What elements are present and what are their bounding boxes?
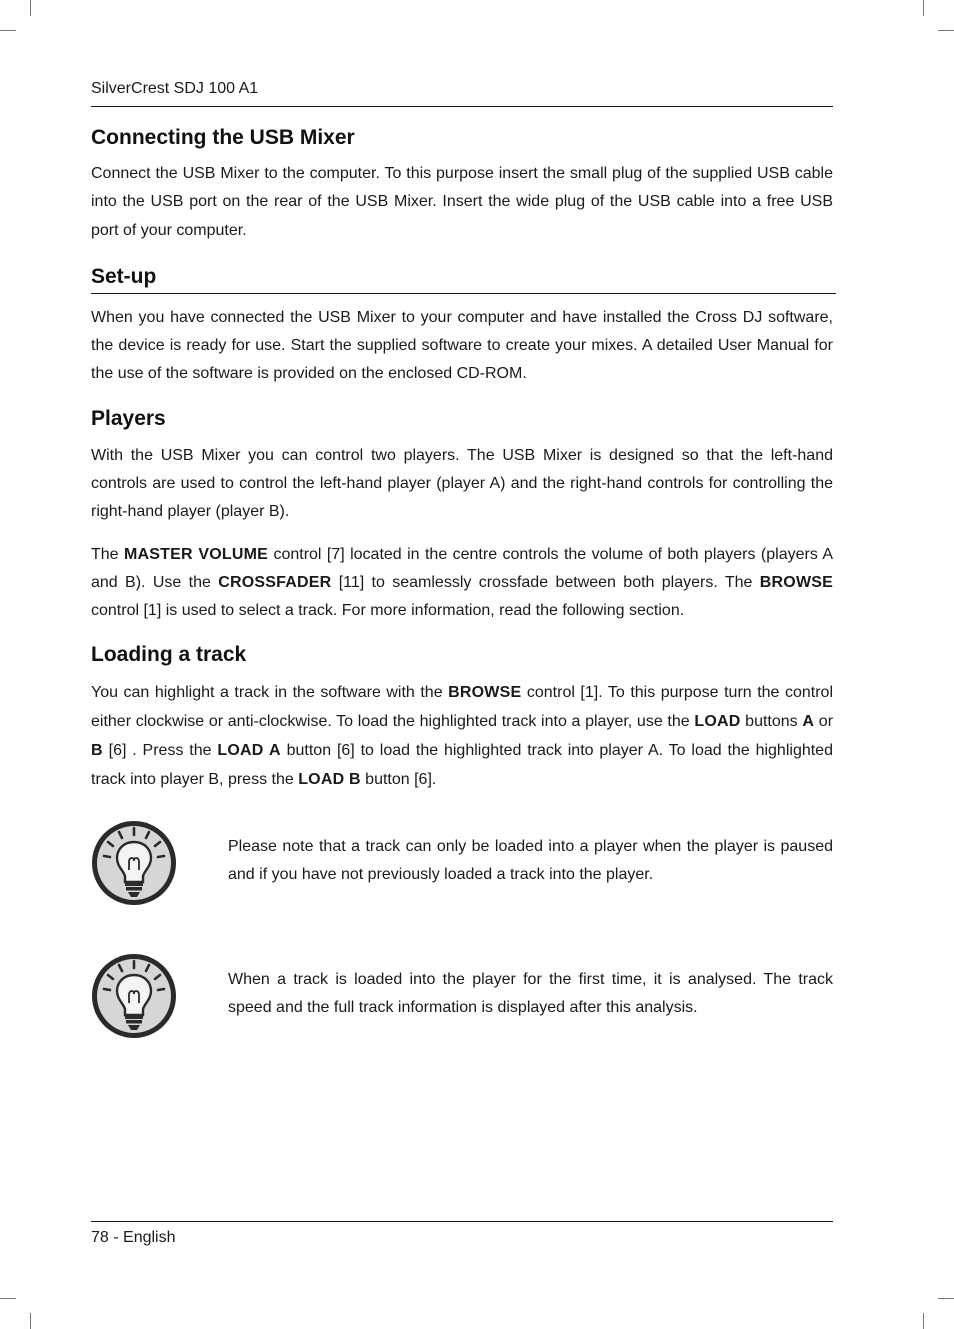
section-heading: Set-up: [91, 264, 157, 288]
term-load-a: LOAD A: [217, 741, 281, 759]
section-players: [91, 403, 833, 626]
paragraph: [91, 541, 833, 626]
text-run: [6] . Press the: [102, 741, 218, 759]
crop-mark: [938, 30, 954, 31]
text-run: control [1]. To this purpose turn the control either clockwise or anti-clockwise. To load the highlighted track into a player, use the: [91, 683, 834, 730]
section-set-up: [91, 262, 833, 389]
section-heading: Players: [91, 406, 166, 430]
crop-mark: [938, 1298, 954, 1299]
lightbulb-icon: [91, 820, 177, 906]
note-box: [91, 953, 833, 1043]
text-run: or: [814, 712, 834, 730]
term-browse: BROWSE: [448, 683, 522, 701]
text-run: The: [91, 545, 124, 563]
term-master-volume: MASTER VOLUME: [124, 545, 269, 563]
footer-separator: -: [113, 1229, 119, 1246]
paragraph: [91, 678, 833, 794]
paragraph: With the USB Mixer you can control two players. The USB Mixer is designed so that the left-hand controls are used to control the left-hand player (player A) and the right-hand controls for controlling the right-hand player (player B).: [91, 446, 833, 521]
term-b: B: [91, 741, 103, 759]
crop-mark: [923, 1313, 924, 1329]
note-box: [91, 820, 833, 910]
paragraph: Connect the USB Mixer to the computer. To this purpose insert the small plug of the supplied USB cable into the USB port on the rear of the USB Mixer. Insert the wide plug of the USB cable into a free USB port of your computer.: [91, 165, 833, 239]
text-run: control [1] is used to select a track. For more information, read the following section.: [91, 602, 685, 620]
term-crossfader: CROSSFADER: [218, 573, 332, 591]
text-run: button [6] to load the highlighted track into player A. To load the highlighted track into player B, press the: [91, 741, 833, 788]
crop-mark: [30, 0, 31, 16]
note-text: Please note that a track can only be loaded into a player when the player is paused and if you have not previously loaded a track into the player.: [228, 838, 833, 884]
footer-language: English: [123, 1229, 176, 1246]
section-loading-a-track: [91, 639, 833, 794]
page-header: SilverCrest SDJ 100 A1: [91, 80, 259, 97]
footer-divider: [91, 1221, 833, 1222]
crop-mark: [923, 0, 924, 16]
section-heading: Connecting the USB Mixer: [91, 126, 355, 149]
header-divider: [91, 106, 833, 107]
term-browse: BROWSE: [759, 573, 833, 591]
crop-mark: [0, 30, 16, 31]
note-text: When a track is loaded into the player for the first time, it is analysed. The track speed and the full track information is displayed after this analysis.: [228, 971, 833, 1017]
term-load: LOAD: [694, 712, 741, 730]
crop-mark: [30, 1313, 31, 1329]
text-run: [11] to seamlessly crossfade between both players. The: [331, 573, 760, 591]
page-footer: [91, 1227, 176, 1249]
page-number: 78: [91, 1229, 109, 1246]
text-run: button [6].: [360, 770, 437, 788]
page-content: [91, 122, 833, 794]
section-heading: Loading a track: [91, 642, 247, 666]
term-load-b: LOAD B: [298, 770, 361, 788]
paragraph: When you have connected the USB Mixer to your computer and have installed the Cross DJ software, the device is ready for use. Start the supplied software to create your mixes. A detailed User Manual for the use of the software is provided on the enclosed CD-ROM.: [91, 308, 833, 383]
text-run: You can highlight a track in the software with the: [91, 683, 449, 701]
section-divider: [91, 293, 836, 294]
text-run: buttons: [740, 712, 803, 730]
section-connecting-usb-mixer: [91, 122, 833, 245]
lightbulb-icon: [91, 953, 177, 1039]
term-a: A: [802, 712, 815, 730]
crop-mark: [0, 1298, 16, 1299]
text-run: control [7] located in the centre controls the volume of both players (players A and B). Use the: [91, 545, 834, 591]
